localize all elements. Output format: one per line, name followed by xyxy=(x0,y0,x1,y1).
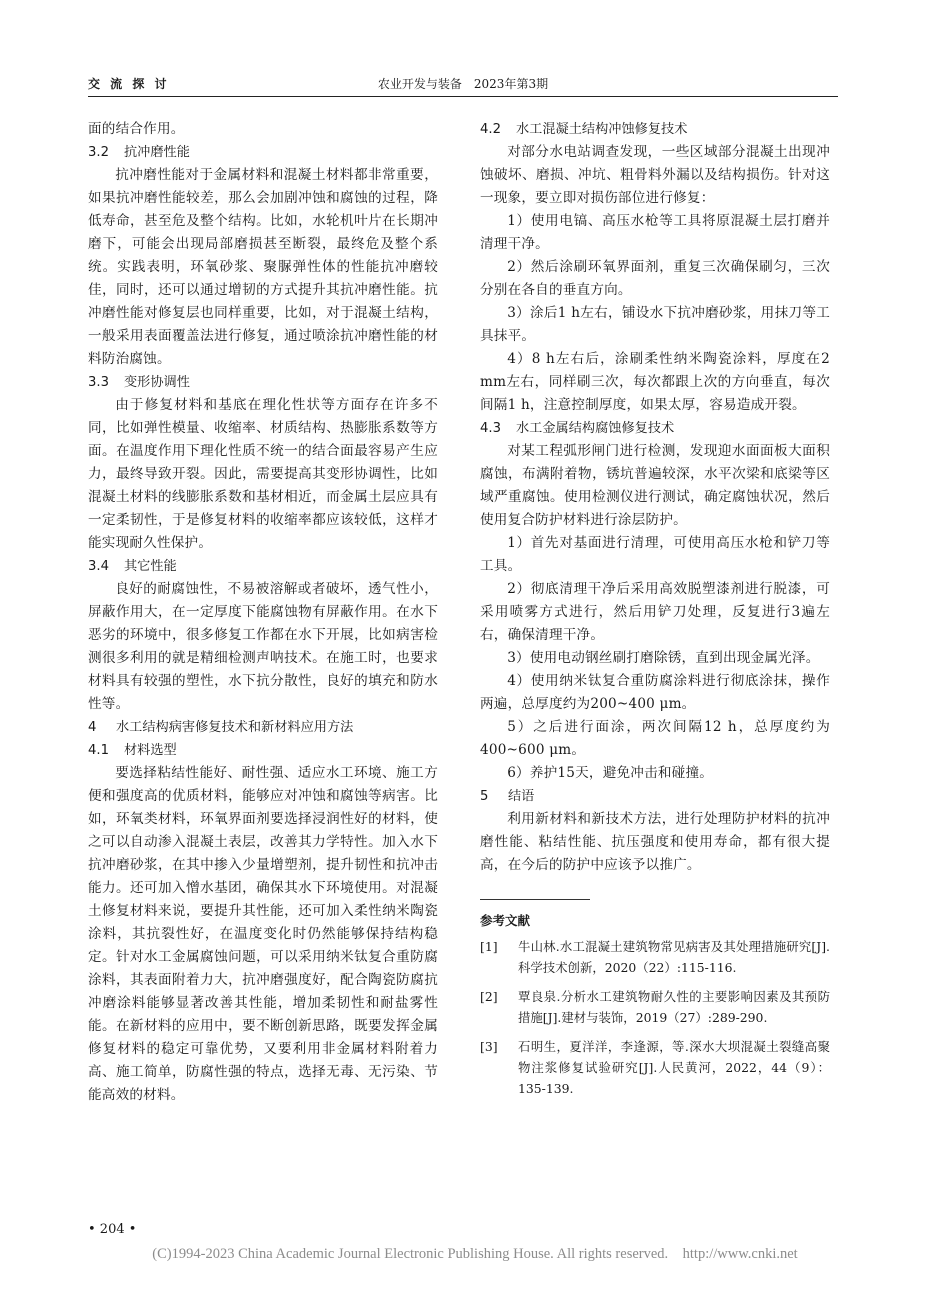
reference-number: [3] xyxy=(480,1039,498,1054)
section-title: 其它性能 xyxy=(124,559,177,574)
body-paragraph: 对部分水电站调查发现，一些区域部分混凝土出现冲蚀破坏、磨损、冲坑、粗骨料外漏以及结构损伤。针对这一现象，要立即对损伤部位进行修复： xyxy=(480,144,830,206)
section-title: 水工混凝土结构冲蚀修复技术 xyxy=(516,122,688,137)
journal-issue: 农业开发与装备 2023年第3期 xyxy=(377,77,549,91)
reference-item xyxy=(480,986,830,1028)
section-number: 3.2 xyxy=(88,145,109,160)
reference-text: 石明生，夏洋洋，李逢源，等.深水大坝混凝土裂缝高聚物注浆修复试验研究[J].人民黄河，2022，44（9）：135-139. xyxy=(518,1039,830,1096)
running-header xyxy=(88,74,838,94)
header-rule xyxy=(88,96,838,97)
section-title: 变形协调性 xyxy=(124,375,190,390)
left-column xyxy=(88,118,438,1107)
reference-item xyxy=(480,1036,830,1099)
reference-text: 覃良泉.分析水工建筑物耐久性的主要影响因素及其预防措施[J].建材与装饰，2019（27）:289-290. xyxy=(518,989,830,1025)
body-paragraph: 1）使用电镐、高压水枪等工具将原混凝土层打磨并清理干净。 xyxy=(480,213,830,252)
reference-number: [1] xyxy=(480,939,498,954)
body-paragraph: 面的结合作用。 xyxy=(88,121,185,137)
references-list xyxy=(480,936,830,1099)
section-heading xyxy=(480,785,830,808)
section-number: 4 xyxy=(88,720,97,735)
section-title: 水工结构病害修复技术和新材料应用方法 xyxy=(116,720,354,735)
right-column-body xyxy=(480,118,844,877)
reference-text: 牛山林.水工混凝土建筑物常见病害及其处理措施研究[J].科学技术创新，2020（22）:115-116. xyxy=(518,939,830,975)
body-paragraph: 良好的耐腐蚀性，不易被溶解或者破坏，透气性小，屏蔽作用大，在一定厚度下能腐蚀物有屏蔽作用。在水下恶劣的环境中，很多修复工作都在水下开展，比如病害检测很多利用的就是精细检测声呐技术。在施工时，也要求材料具有较强的塑性，水下抗分散性，良好的填充和防水性等。 xyxy=(88,581,438,712)
copyright-notice: (C)1994-2023 China Academic Journal Electronic Publishing House. All rights reserved. http://www.cnki.net xyxy=(152,1246,798,1262)
body-paragraph: 3）使用电动钢丝刷打磨除锈，直到出现金属光泽。 xyxy=(507,650,820,666)
section-label: 交 流 探 讨 xyxy=(88,77,170,91)
section-number: 4.3 xyxy=(480,421,501,436)
right-column xyxy=(480,118,844,1107)
references-divider xyxy=(480,899,590,900)
body-paragraph: 要选择粘结性能好、耐性强、适应水工环境、施工方便和强度高的优质材料，能够应对冲蚀和腐蚀等病害。比如，环氧类材料，环氧界面剂要选择浸润性好的材料，使之可以自动渗入混凝土表层，改善其力学特性。加入水下抗冲磨砂浆，在其中掺入少量增塑剂，提升韧性和抗冲击能力。还可加入憎水基团，确保其水下环境使用。对混凝土修复材料来说，要提升其性能，还可加入柔性纳米陶瓷涂料，其抗裂性好，在温度变化时仍然能够保持结构稳定。针对水工金属腐蚀问题，可以采用纳米钛复合重防腐涂料，其表面附着力大，抗冲磨强度好，配合陶瓷防腐抗冲磨涂料能够显著改善其性能，增加柔韧性和耐盐雾性能。在新材料的应用中，要不断创新思路，既要发挥金属修复材料的稳定可靠优势，又要利用非金属材料附着力高、施工简单，防腐性强的特点，选择无毒、无污染、节能高效的材料。 xyxy=(88,765,438,1103)
body-paragraph: 利用新材料和新技术方法，进行处理防护材料的抗冲磨性能、粘结性能、抗压强度和使用寿命，都有很大提高，在今后的防护中应该予以推广。 xyxy=(480,811,830,873)
reference-number: [2] xyxy=(480,989,498,1004)
section-title: 抗冲磨性能 xyxy=(124,145,190,160)
section-number: 3.3 xyxy=(88,375,109,390)
references-title: 参考文献 xyxy=(480,913,531,928)
section-title: 材料选型 xyxy=(124,743,177,758)
section-heading xyxy=(88,141,438,164)
section-title: 结语 xyxy=(508,789,535,804)
section-number: 4.2 xyxy=(480,122,501,137)
body-paragraph: 2）然后涂刷环氧界面剂，重复三次确保刷匀，三次分别在各自的垂直方向。 xyxy=(480,259,830,298)
body-paragraph: 1）首先对基面进行清理，可使用高压水枪和铲刀等工具。 xyxy=(480,535,830,574)
section-heading xyxy=(88,555,438,578)
section-title: 水工金属结构腐蚀修复技术 xyxy=(516,421,675,436)
body-paragraph: 4）使用纳米钛复合重防腐涂料进行彻底涂抹，操作两遍，总厚度约为200~400 μm。 xyxy=(480,673,830,712)
body-paragraph: 抗冲磨性能对于金属材料和混凝土材料都非常重要，如果抗冲磨性能较差，那么会加剧冲蚀和腐蚀的过程，降低寿命，甚至危及整个结构。比如，水轮机叶片在长期冲磨下，可能会出现局部磨损甚至断裂，最终危及整个系统。实践表明，环氧砂浆、聚脲弹性体的性能抗冲磨较佳，同时，还可以通过增韧的方式提升其抗冲磨性能。抗冲磨性能对修复层也同样重要，比如，对于混凝土结构，一般采用表面覆盖法进行修复，通过喷涂抗冲磨性能的材料防治腐蚀。 xyxy=(88,167,438,367)
body-paragraph: 对某工程弧形闸门进行检测，发现迎水面面板大面积腐蚀，布满附着物，锈坑普遍较深，水平次梁和底梁等区域严重腐蚀。使用检测仪进行测试，确定腐蚀状况，然后使用复合防护材料进行涂层防护。 xyxy=(480,443,830,528)
section-heading xyxy=(88,716,438,739)
reference-item xyxy=(480,936,830,978)
section-number: 4.1 xyxy=(88,743,109,758)
body-paragraph: 4）8 h左右后，涂刷柔性纳米陶瓷涂料，厚度在2 mm左右，同样刷三次，每次都跟上次的方向垂直，每次间隔1 h，注意控制厚度，如果太厚，容易造成开裂。 xyxy=(480,351,844,413)
section-heading xyxy=(88,371,438,394)
body-paragraph: 5）之后进行面涂，两次间隔12 h，总厚度约为400~600 μm。 xyxy=(480,719,830,758)
section-number: 3.4 xyxy=(88,559,109,574)
section-heading xyxy=(480,417,830,440)
body-paragraph: 6）养护15天，避免冲击和碰撞。 xyxy=(507,765,714,781)
section-heading xyxy=(480,118,830,141)
section-heading xyxy=(88,739,438,762)
body-paragraph: 2）彻底清理干净后采用高效脱塑漆剂进行脱漆，可采用喷雾方式进行，然后用铲刀处理，反复进行3遍左右，确保清理干净。 xyxy=(480,581,830,643)
body-paragraph: 由于修复材料和基底在理化性状等方面存在许多不同，比如弹性模量、收缩率、材质结构、热膨胀系数等方面。在温度作用下理化性质不统一的结合面最容易产生应力，最终导致开裂。因此，需要提高其变形协调性，比如混凝土材料的线膨胀系数和基材相近，而金属土层应具有一定柔韧性，于是修复材料的收缩率都应该较低，这样才能实现耐久性保护。 xyxy=(88,397,438,551)
page-number: • 204 • xyxy=(88,1222,137,1237)
body-paragraph: 3）涂后1 h左右，铺设水下抗冲磨砂浆，用抹刀等工具抹平。 xyxy=(480,305,830,344)
section-number: 5 xyxy=(480,789,489,804)
